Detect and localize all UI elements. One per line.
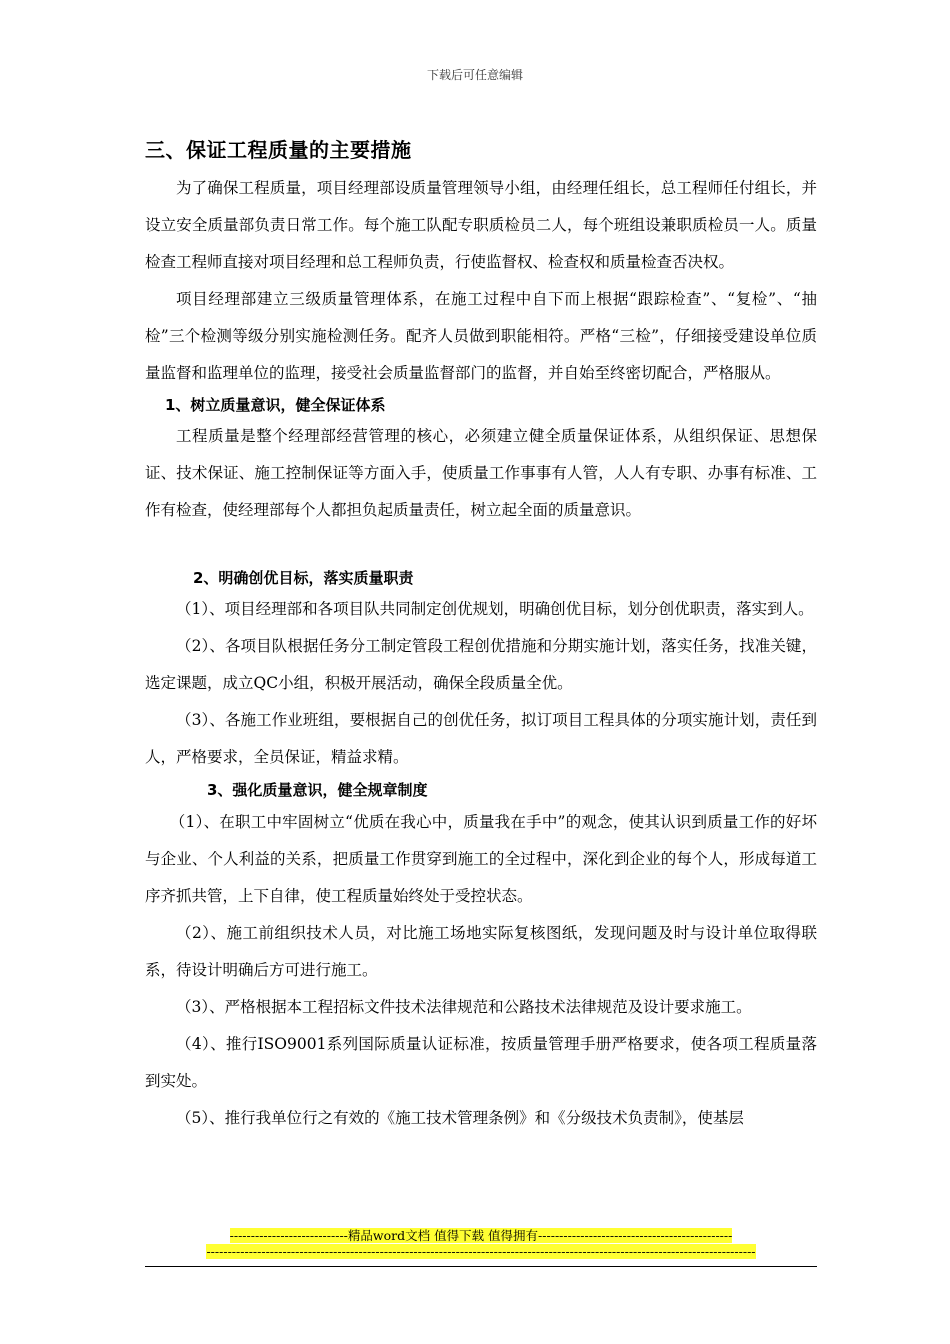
intro-paragraph-2: 项目经理部建立三级质量管理体系，在施工过程中自下而上根据“跟踪检查”、“复检”、“抽检”三个检测等级分别实施检测任务。配齐人员做到职能相符。严格“三检”，仔细接受建设单位质量监督和监理单位的监理，接受社会质量监督部门的监督，并自始至终密切配合，严格服从。 (145, 290, 817, 382)
section-heading-3: 3、强化质量意识，健全规章制度 (207, 781, 428, 799)
footer-rule (145, 1266, 817, 1267)
document-body (145, 170, 817, 1137)
section-3-paragraph-1: （1）、在职工中牢固树立“优质在我心中，质量我在手中”的观念，使其认识到质量工作的好坏与企业、个人利益的关系，把质量工作贯穿到施工的全过程中，深化到企业的每个人，形成每道工序齐抓共管，上下自律，使工程质量始终处于受控状态。 (145, 813, 817, 905)
footer-banner-text: ----------------------------精品word文档 值得下载 值得拥有---------------------------------------------- (229, 1228, 733, 1243)
section-1-paragraph-1: 工程质量是整个经理部经营管理的核心，必须建立健全质量保证体系，从组织保证、思想保证、技术保证、施工控制保证等方面入手，使质量工作事事有人管，人人有专职、办事有标准、工作有检查，使经理部每个人都担负起质量责任，树立起全面的质量意识。 (145, 427, 817, 519)
intro-paragraph-1: 为了确保工程质量，项目经理部设质量管理领导小组，由经理任组长，总工程师任付组长，并设立安全质量部负责日常工作。每个施工队配专职质检员二人，每个班组设兼职质检员一人。质量检查工程师直接对项目经理和总工程师负责，行使监督权、检查权和质量检查否决权。 (145, 179, 817, 271)
section-3-paragraph-4: （4）、推行ISO9001系列国际质量认证标准，按质量管理手册严格要求，使各项工程质量落到实处。 (145, 1035, 817, 1090)
section-heading-1: 1、树立质量意识，健全保证体系 (165, 396, 386, 414)
page-footer (145, 1228, 817, 1260)
section-3-paragraph-2: （2）、施工前组织技术人员，对比施工场地实际复核图纸，发现问题及时与设计单位取得联系，待设计明确后方可进行施工。 (145, 924, 817, 979)
header-note: 下载后可任意编辑 (426, 68, 523, 82)
section-2-paragraph-3: （3）、各施工作业班组，要根据自己的创优任务，拟订项目工程具体的分项实施计划，责任到人，严格要求，全员保证，精益求精。 (145, 711, 817, 766)
section-3-paragraph-5: （5）、推行我单位行之有效的《施工技术管理条例》和《分级技术负责制》，使基层 (176, 1109, 744, 1127)
section-2-paragraph-1: （1）、项目经理部和各项目队共同制定创优规划，明确创优目标，划分创优职责，落实到人。 (176, 600, 814, 618)
section-heading-2: 2、明确创优目标，落实质量职责 (193, 569, 414, 587)
page-title: 三、保证工程质量的主要措施 (145, 138, 412, 162)
footer-dashes (145, 1244, 817, 1260)
section-3-paragraph-3: （3）、严格根据本工程招标文件技术法律规范和公路技术法律规范及设计要求施工。 (176, 998, 752, 1016)
section-2-paragraph-2: （2）、各项目队根据任务分工制定管段工程创优措施和分期实施计划，落实任务，找准关键，选定课题，成立QC小组，积极开展活动，确保全段质量全优。 (145, 637, 817, 692)
footer-banner (145, 1228, 817, 1244)
footer-dashes-text: ---------------------------------------------------------------------------------------------------------------------------------- (206, 1244, 756, 1259)
